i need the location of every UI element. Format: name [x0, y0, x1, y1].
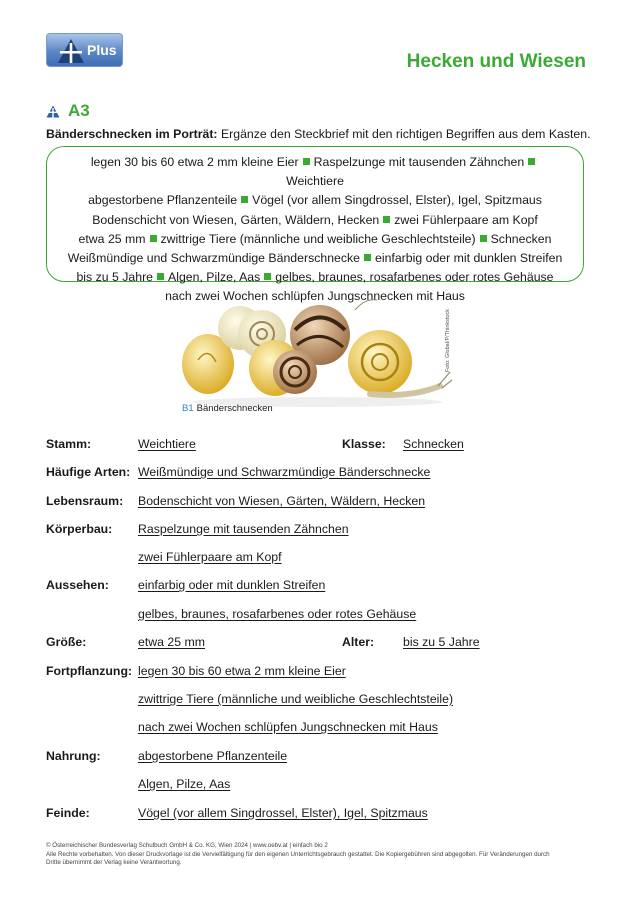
separator-square-icon — [528, 158, 535, 165]
term: zwittrige Tiere (männliche und weibliche Geschlechtsteile) — [160, 231, 476, 246]
term-box — [46, 146, 584, 304]
page-title: Hecken und Wiesen — [406, 51, 586, 72]
groesse-label: Größe: — [46, 635, 87, 649]
separator-square-icon — [241, 196, 248, 203]
arten-value: Weißmündige und Schwarzmündige Bänderschnecke — [138, 465, 431, 479]
term: abgestorbene Pflanzenteile — [88, 193, 238, 208]
photo-credit: Foto: Global/P/Thinkstock — [445, 309, 451, 372]
term: Vögel (vor allem Singdrossel, Elster), Igel, Spitzmaus — [252, 193, 542, 208]
term: einfarbig oder mit dunklen Streifen — [375, 251, 563, 266]
aussehen-label: Aussehen: — [46, 578, 109, 592]
task-instruction — [46, 127, 591, 141]
footer-disclaimer: Dritte übernimmt der Verlag keine Verantwortung. — [46, 859, 182, 867]
term: Bodenschicht von Wiesen, Gärten, Wäldern, Hecken — [92, 212, 380, 227]
stamm-label: Stamm: — [46, 437, 92, 451]
logo-label: Plus — [87, 42, 117, 58]
alter-value: bis zu 5 Jahre — [403, 635, 480, 649]
nahrung-value: Algen, Pilze, Aas — [138, 777, 231, 791]
stamm-value: Weichtiere — [138, 437, 196, 451]
figure-label: B1 — [182, 403, 194, 414]
separator-square-icon — [383, 216, 390, 223]
footer-copyright: © Österreichischer Bundesverlag Schulbuch GmbH & Co. KG, Wien 2024 | www.oebv.at | einfach bio 2 — [46, 842, 328, 849]
separator-square-icon — [303, 158, 310, 165]
separator-square-icon — [480, 235, 487, 242]
fortpflanzung-value: nach zwei Wochen schlüpfen Jungschnecken mit Haus — [138, 720, 438, 734]
fortpflanzung-label: Fortpflanzung: — [46, 664, 133, 678]
lebensraum-label: Lebensraum: — [46, 494, 124, 508]
klasse-label: Klasse: — [342, 437, 386, 451]
plus-logo — [46, 33, 123, 67]
aussehen-value: gelbes, braunes, rosafarbenes oder rotes Gehäuse — [138, 607, 417, 621]
alter-label: Alter: — [342, 635, 375, 649]
klasse-value: Schnecken — [403, 437, 464, 451]
koerperbau-label: Körperbau: — [46, 522, 113, 536]
term: Schnecken — [490, 231, 552, 246]
feinde-value: Vögel (vor allem Singdrossel, Elster), Igel, Spitzmaus — [138, 806, 428, 820]
term: legen 30 bis 60 etwa 2 mm kleine Eier — [90, 155, 299, 169]
figure-caption — [182, 403, 273, 414]
feinde-label: Feinde: — [46, 806, 90, 820]
lebensraum-value: Bodenschicht von Wiesen, Gärten, Wäldern, Hecken — [138, 494, 426, 508]
caption-text: Bänderschnecken — [196, 403, 273, 414]
term: nach zwei Wochen schlüpfen Jungschnecken mit Haus — [165, 289, 465, 304]
term: bis zu 5 Jahre — [76, 270, 154, 285]
term: Weichtiere — [286, 174, 344, 189]
snail-photo — [180, 290, 455, 408]
term: gelbes, braunes, rosafarbenes oder rotes Gehäuse — [275, 270, 554, 285]
triangle-task-icon — [46, 105, 60, 118]
nahrung-value: abgestorbene Pflanzenteile — [138, 749, 288, 763]
separator-square-icon — [364, 254, 371, 261]
instruction-text: Ergänze den Steckbrief mit den richtigen Begriffen aus dem Kasten. — [217, 127, 591, 141]
term: etwa 25 mm — [78, 231, 146, 246]
instruction-title: Bänderschnecken im Porträt: — [46, 127, 218, 141]
fortpflanzung-value: legen 30 bis 60 etwa 2 mm kleine Eier — [138, 664, 346, 678]
separator-square-icon — [150, 235, 157, 242]
aussehen-value: einfarbig oder mit dunklen Streifen — [138, 578, 326, 592]
footer — [46, 842, 586, 868]
koerperbau-value: Raspelzunge mit tausenden Zähnchen — [138, 522, 349, 536]
term: Algen, Pilze, Aas — [168, 270, 261, 285]
task-number: A3 — [68, 101, 90, 120]
nahrung-label: Nahrung: — [46, 749, 101, 763]
groesse-value: etwa 25 mm — [138, 635, 205, 649]
term: Weißmündige und Schwarzmündige Bänderschnecke — [67, 251, 361, 266]
separator-square-icon — [157, 273, 164, 280]
task-heading — [46, 101, 90, 121]
term: zwei Fühlerpaare am Kopf — [394, 212, 538, 227]
separator-square-icon — [264, 273, 271, 280]
term: Raspelzunge mit tausenden Zähnchen — [313, 155, 525, 169]
footer-rights: Alle Rechte vorbehalten. Von dieser Druckvorlage ist die Vervielfältigung für den eigenen Unterrichtsgebrauch gestattet. Die Kopiergebühren sind abgegolten. Für Veränderungen durch — [46, 850, 550, 858]
arten-label: Häufige Arten: — [46, 465, 131, 479]
koerperbau-value: zwei Fühlerpaare am Kopf — [138, 550, 282, 564]
fortpflanzung-value: zwittrige Tiere (männliche und weibliche Geschlechtsteile) — [138, 692, 454, 706]
triangle-logo-icon — [57, 38, 85, 64]
